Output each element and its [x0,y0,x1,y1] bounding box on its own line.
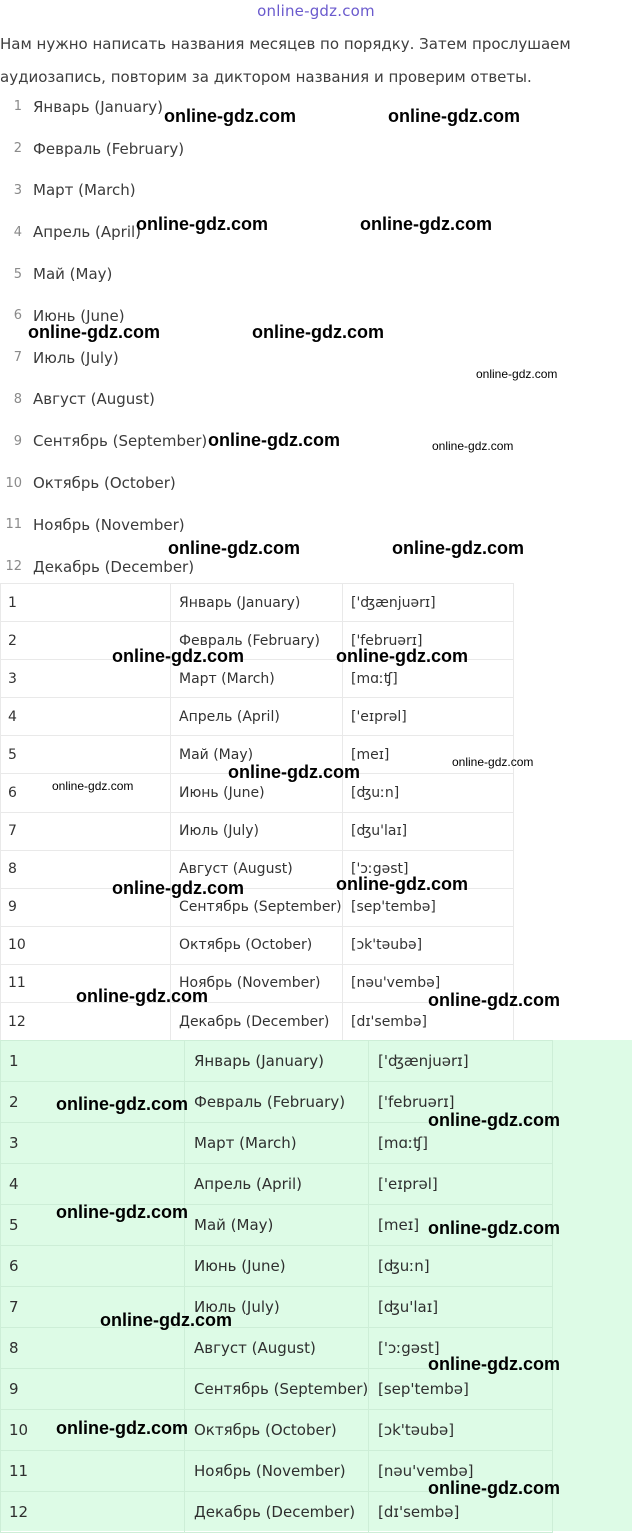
list-item [0,462,420,504]
list-number: 7 [13,350,22,366]
watermark: online-gdz.com [252,322,384,342]
table-cell-month: Май (May) [185,1205,369,1246]
watermark: online-gdz.com [428,1110,560,1130]
table-cell-number: 4 [1,1164,185,1205]
table-cell-month: Ноябрь (November) [185,1451,369,1492]
table-cell-number: 1 [1,584,171,622]
table-cell-month: Октябрь (October) [171,926,343,964]
table-cell-month: Март (March) [185,1123,369,1164]
table-cell-number: 1 [1,1041,185,1082]
table-cell-month: Июль (July) [185,1287,369,1328]
watermark: online-gdz.com [428,1354,560,1374]
watermark: online-gdz.com [428,1218,560,1238]
list-number: 4 [13,224,22,240]
table-cell-number: 6 [1,774,171,812]
list-number: 1 [13,99,22,115]
list-number: 11 [5,517,22,533]
list-text: Июль (July) [33,348,119,367]
list-item [0,337,420,379]
list-text: Май (May) [33,265,113,284]
watermark: online-gdz.com [388,106,520,126]
table-cell-month: Август (August) [185,1328,369,1369]
list-number: 2 [13,141,22,157]
watermark: online-gdz.com [52,779,134,793]
list-item [0,170,420,212]
table-cell-transcription: ['ɔːgəst] [343,850,514,888]
watermark: online-gdz.com [428,990,560,1010]
table-cell-month: Июнь (June) [185,1246,369,1287]
table-cell-number: 2 [1,1082,185,1123]
table-cell-number: 10 [1,1410,185,1451]
table-cell-month: Январь (January) [185,1041,369,1082]
table-cell-number: 11 [1,964,171,1002]
watermark: online-gdz.com [360,214,492,234]
table-cell-number: 7 [1,1287,185,1328]
table-cell-transcription: [ɔk'təubə] [369,1410,553,1451]
table-cell-transcription: [meɪ] [369,1205,553,1246]
watermark: online-gdz.com [452,755,534,769]
table-cell-month: Октябрь (October) [185,1410,369,1451]
watermark: online-gdz.com [432,439,514,453]
table-cell-month: Февраль (February) [171,622,343,660]
table-cell-number: 2 [1,622,171,660]
table-cell-month: Июнь (June) [171,774,343,812]
list-item [0,128,420,170]
list-text: Июнь (June) [33,306,125,325]
table-cell-month: Март (March) [171,660,343,698]
table-cell-month: Февраль (February) [185,1082,369,1123]
table-cell-number: 5 [1,1205,185,1246]
table-cell-month: Июль (July) [171,812,343,850]
list-number: 9 [13,433,22,449]
table-cell-number: 10 [1,926,171,964]
watermark: online-gdz.com [428,1478,560,1498]
watermark: online-gdz.com [28,322,160,342]
watermark: online-gdz.com [100,1310,232,1330]
list-number: 12 [5,559,22,575]
list-text: Декабрь (December) [33,557,195,576]
table-cell-transcription: [ɔk'təubə] [343,926,514,964]
watermark: online-gdz.com [208,430,340,450]
table-cell-transcription: [ʤuːn] [343,774,514,812]
table-row [1,698,514,736]
table-cell-month: Сентябрь (September) [171,888,343,926]
table-cell-transcription: [ʤuːn] [369,1246,553,1287]
watermark: online-gdz.com [164,106,296,126]
table-cell-transcription: [ʤu'laɪ] [369,1287,553,1328]
table-cell-number: 12 [1,1003,171,1041]
table-cell-transcription: ['ɔːgəst] [369,1328,553,1369]
list-item [0,379,420,421]
list-item [0,253,420,295]
watermark: online-gdz.com [112,646,244,666]
watermark: online-gdz.com [112,878,244,898]
table-cell-transcription: [mɑːʧ] [343,660,514,698]
table-cell-transcription: ['eɪprəl] [343,698,514,736]
watermark: online-gdz.com [56,1418,188,1438]
site-header-logo[interactable]: online-gdz.com [257,2,375,20]
list-text: Ноябрь (November) [33,515,185,534]
table-cell-transcription: [dɪ'sembə] [343,1003,514,1041]
table-cell-transcription: [meɪ] [343,736,514,774]
table-cell-transcription: [sep'tembə] [369,1369,553,1410]
table-cell-month: Август (August) [171,850,343,888]
table-cell-transcription: ['ʤænjuərɪ] [369,1041,553,1082]
table-cell-transcription: [ʤu'laɪ] [343,812,514,850]
watermark: online-gdz.com [228,762,360,782]
table-cell-month: Апрель (April) [171,698,343,736]
list-text: Февраль (February) [33,139,185,158]
table-cell-month: Ноябрь (November) [171,964,343,1002]
watermark: online-gdz.com [392,538,524,558]
watermark: online-gdz.com [336,874,468,894]
table-cell-transcription: ['eɪprəl] [369,1164,553,1205]
table-cell-number: 8 [1,850,171,888]
watermark: online-gdz.com [56,1202,188,1222]
table-cell-month: Май (May) [171,736,343,774]
list-text: Март (March) [33,181,136,200]
list-number: 10 [5,475,22,491]
table-cell-transcription: [nəu'vembə] [369,1451,553,1492]
table-cell-transcription: [sep'tembə] [343,888,514,926]
watermark: online-gdz.com [56,1094,188,1114]
table-row [1,812,514,850]
table-cell-number: 8 [1,1328,185,1369]
watermark: online-gdz.com [336,646,468,666]
watermark: online-gdz.com [476,367,558,381]
table-cell-number: 4 [1,698,171,736]
list-number: 3 [13,182,22,198]
list-number: 8 [13,391,22,407]
list-number: 5 [13,266,22,282]
table-row [1,1246,553,1287]
table-cell-number: 3 [1,660,171,698]
table-cell-number: 6 [1,1246,185,1287]
watermark: online-gdz.com [136,214,268,234]
intro-text: Нам нужно написать названия месяцев по порядку. Затем прослушаем аудиозапись, повторим за диктором названия и проверим ответы. [0,35,571,86]
table-cell-month: Апрель (April) [185,1164,369,1205]
table-cell-transcription: ['ʤænjuərɪ] [343,584,514,622]
table-cell-number: 5 [1,736,171,774]
table-cell-transcription: ['februərɪ] [369,1082,553,1123]
watermark: online-gdz.com [76,986,208,1006]
table-row [1,1287,553,1328]
table-row [1,1164,553,1205]
watermark: online-gdz.com [168,538,300,558]
table-cell-number: 7 [1,812,171,850]
table-cell-month: Декабрь (December) [171,1003,343,1041]
table-cell-number: 12 [1,1492,185,1533]
table-cell-month: Декабрь (December) [185,1492,369,1533]
table-cell-number: 9 [1,888,171,926]
table-cell-transcription: [nəu'vembə] [343,964,514,1002]
table-cell-month: Январь (January) [171,584,343,622]
list-text: Январь (January) [33,97,163,116]
table-row [1,926,514,964]
list-text: Август (August) [33,390,155,409]
table-cell-transcription: [mɑːʧ] [369,1123,553,1164]
list-text: Апрель (April) [33,223,142,242]
table-cell-transcription: ['februərɪ] [343,622,514,660]
list-text: Октябрь (October) [33,474,176,493]
table-cell-number: 11 [1,1451,185,1492]
list-number: 6 [13,308,22,324]
table-cell-transcription: [dɪ'sembə] [369,1492,553,1533]
table-row [1,1041,553,1082]
list-text: Сентябрь (September) [33,432,208,451]
table-cell-number: 3 [1,1123,185,1164]
table-cell-number: 9 [1,1369,185,1410]
table-row [1,584,514,622]
table-cell-month: Сентябрь (September) [185,1369,369,1410]
